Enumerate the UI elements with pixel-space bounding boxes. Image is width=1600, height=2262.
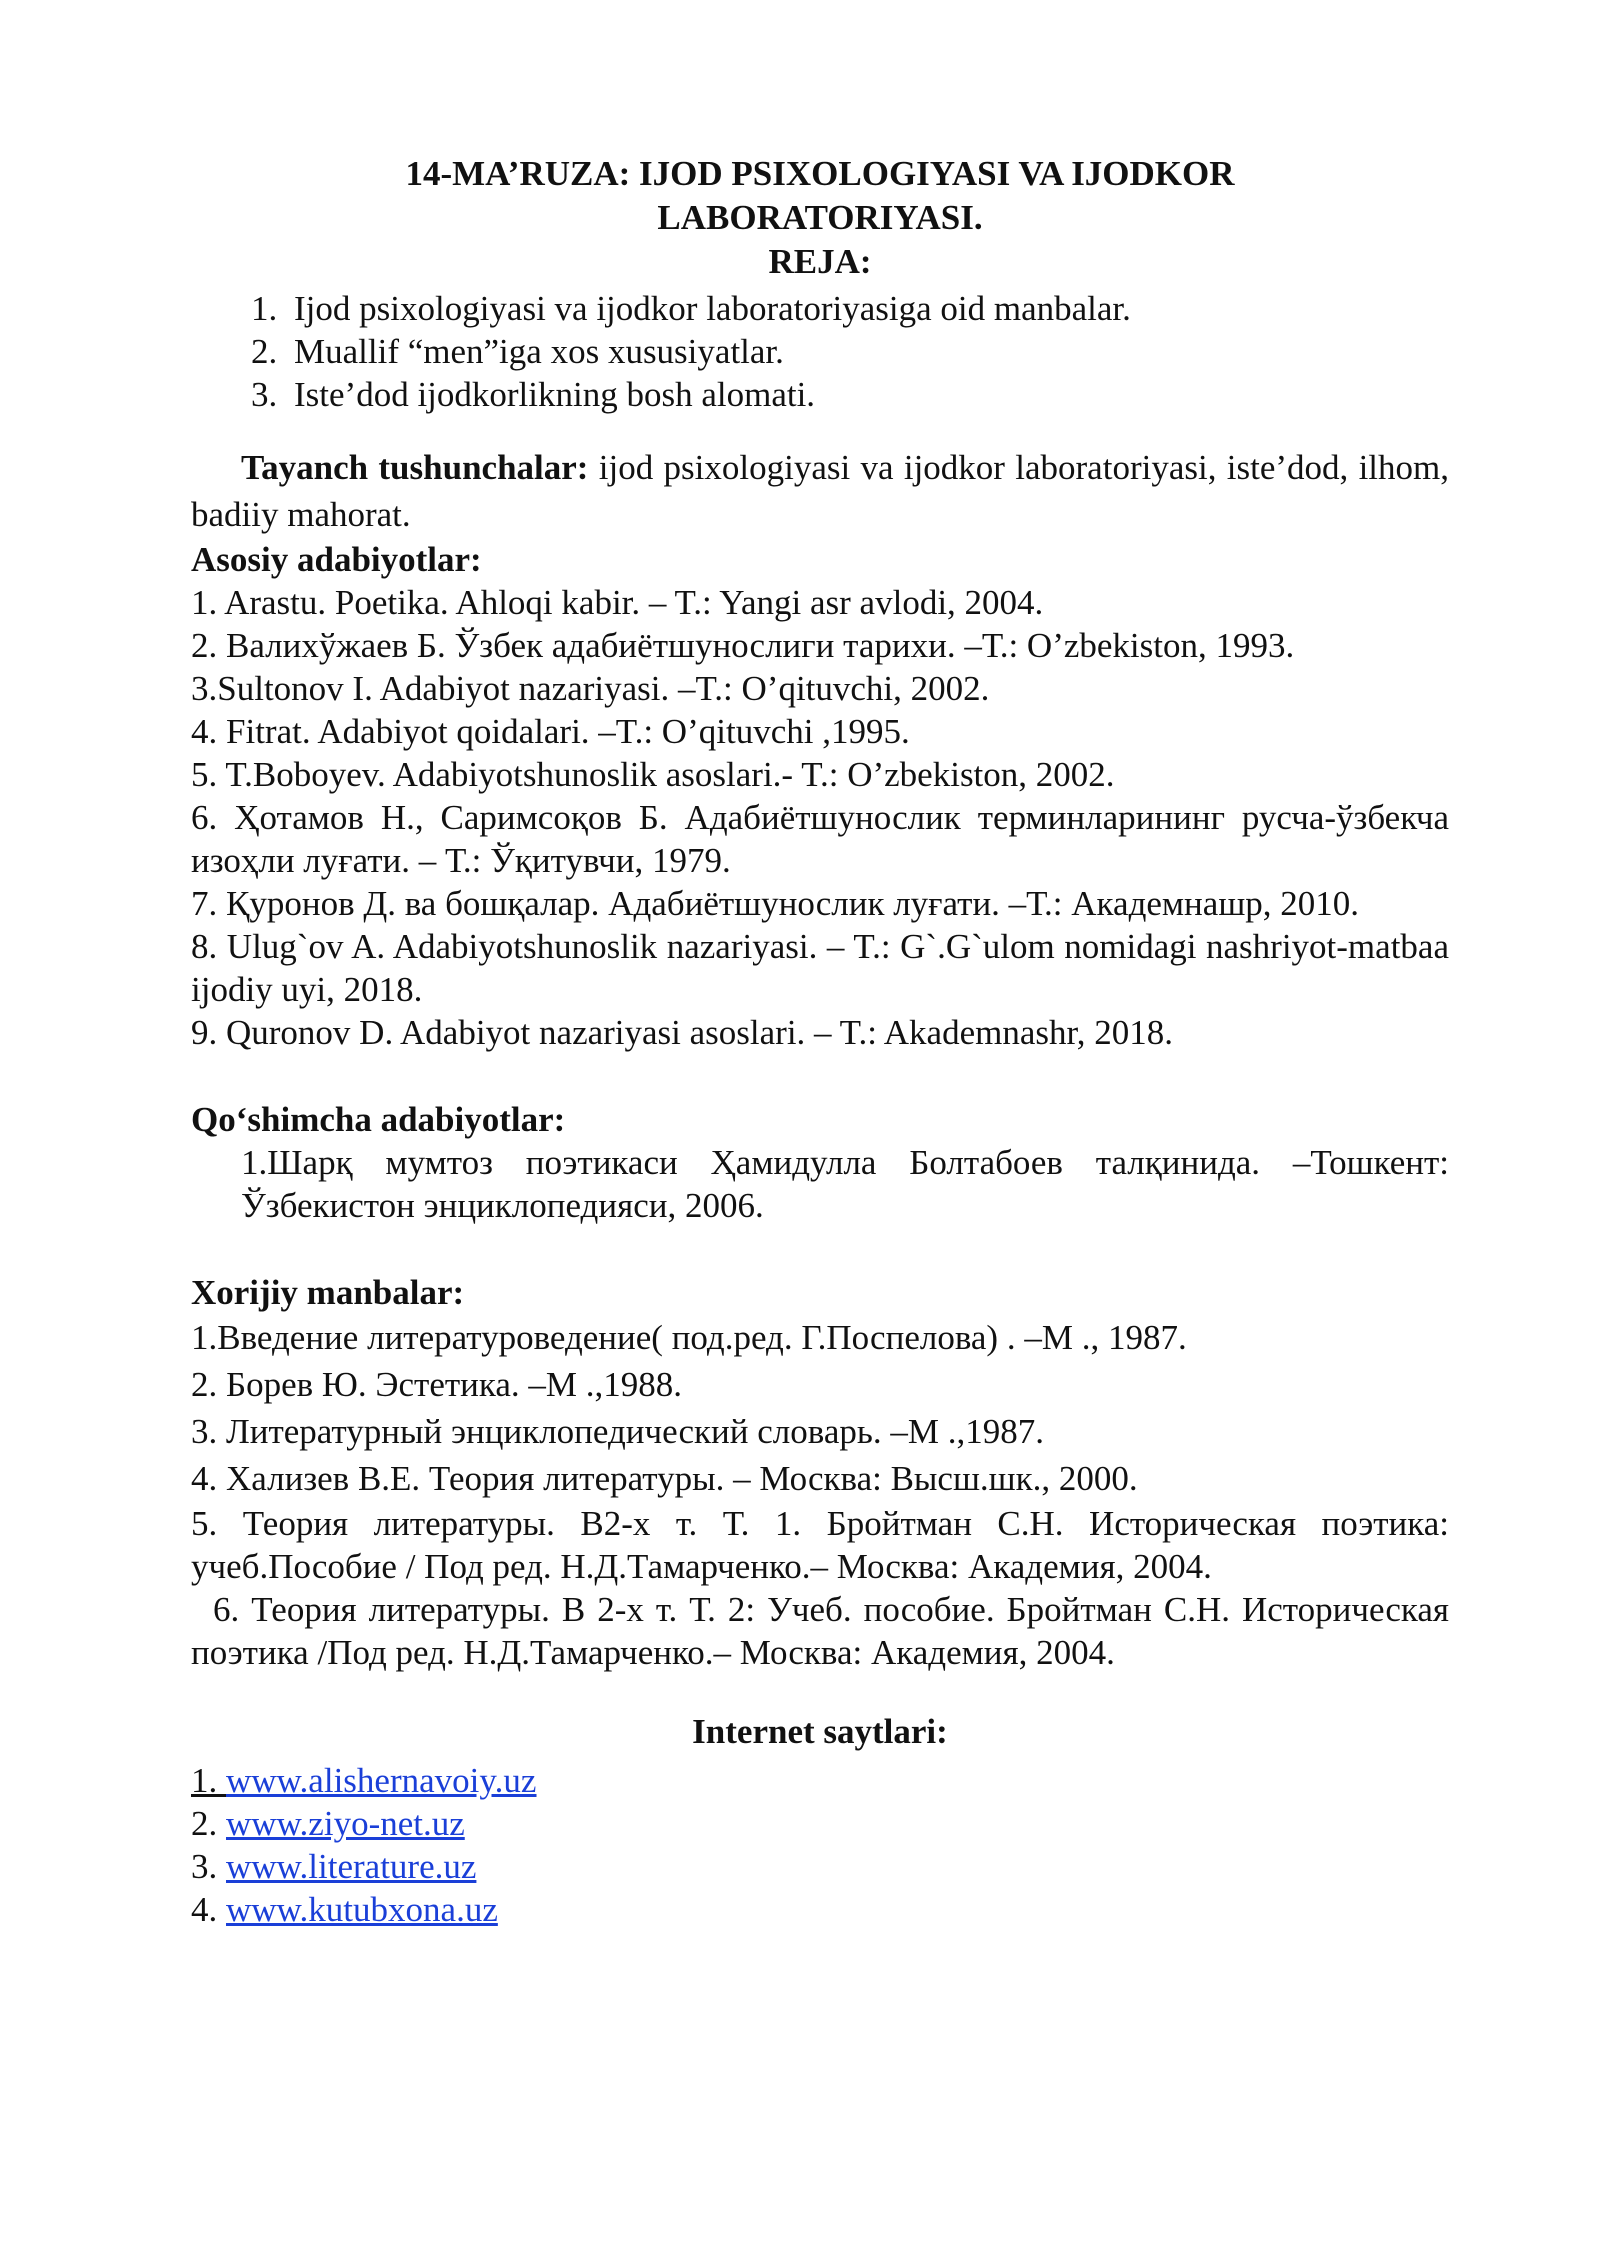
spacer	[191, 1054, 1449, 1098]
main-literature-item: 5. T.Boboyev. Adabiyotshunoslik asoslari.- T.: O’zbekiston, 2002.	[191, 755, 1115, 794]
main-literature-item: 1. Arastu. Poetika. Ahloqi kabir. – T.: Yangi asr avlodi, 2004.	[191, 583, 1044, 622]
plan-list	[191, 287, 1449, 416]
internet-site-number: 3.	[191, 1847, 226, 1886]
foreign-source-item: 1.Введение литературоведение( под.ред. Г.Поспелова) . –М ., 1987.	[191, 1318, 1187, 1357]
plan-item: 3. Iste’dod ijodkorlikning bosh alomati.	[286, 373, 1449, 416]
foreign-sources-heading: Xorijiy manbalar:	[191, 1273, 465, 1312]
lecture-title-line-1: 14-MA’RUZA: IJOD PSIXOLOGIYASI VA IJODKOR	[405, 154, 1235, 193]
main-literature-heading: Asosiy adabiyotlar:	[191, 540, 482, 579]
foreign-source-item: 6. Теория литературы. В 2-х т. Т. 2: Учеб. пособие. Бройтман С.Н. Историческая поэтика /Под ред. Н.Д.Тамарченко.– Москва: Академия, 2004.	[191, 1590, 1449, 1672]
plan-heading: REJA:	[768, 242, 872, 281]
main-literature-item: 9. Quronov D. Adabiyot nazariyasi asoslari. – T.: Akademnashr, 2018.	[191, 1013, 1173, 1052]
internet-site-link[interactable]: www.literature.uz	[226, 1847, 477, 1886]
foreign-source-item: 2. Борев Ю. Эстетика. –М .,1988.	[191, 1365, 683, 1404]
main-literature-item: 4. Fitrat. Adabiyot qoidalari. –T.: O’qituvchi ,1995.	[191, 712, 910, 751]
foreign-source-item: 3. Литературный энциклопедический словарь. –М .,1987.	[191, 1412, 1044, 1451]
lecture-title-line-2: LABORATORIYASI.	[657, 198, 983, 237]
internet-site-link[interactable]: www.kutubxona.uz	[226, 1890, 498, 1929]
internet-site-number: 2.	[191, 1804, 226, 1843]
main-literature-item: 6. Ҳотамов Н., Саримсоқов Б. Адабиётшунослик терминларининг русча-ўзбекча изоҳли луғати. – Т.: Ўқитувчи, 1979.	[191, 798, 1449, 880]
lecture-title	[191, 152, 1449, 240]
internet-sites-heading: Internet saytlari:	[692, 1712, 948, 1751]
internet-site-item	[191, 1845, 1449, 1888]
plan-item: 2. Muallif “men”iga xos xususiyatlar.	[286, 330, 1449, 373]
key-concepts-text: ijod psixologiyasi va ijodkor laboratoriyasi, iste’dod, ilhom, badiiy mahorat.	[191, 448, 1450, 534]
foreign-source-item: 4. Хализев В.Е. Теория литературы. – Москва: Высш.шк., 2000.	[191, 1459, 1138, 1498]
spacer	[191, 1227, 1449, 1271]
internet-site-link[interactable]: www.ziyo-net.uz	[226, 1804, 465, 1843]
main-literature-item: 7. Қуронов Д. ва бошқалар. Адабиётшунослик луғати. –Т.: Академнашр, 2010.	[191, 884, 1360, 923]
foreign-source-item: 5. Теория литературы. В2-х т. Т. 1. Бройтман С.Н. Историческая поэтика: учеб.Пособие / Под ред. Н.Д.Тамарченко.– Москва: Академия, 2004.	[191, 1504, 1449, 1586]
internet-site-item	[191, 1802, 1449, 1845]
foreign-sources-list	[191, 1314, 1449, 1674]
internet-site-number: 4.	[191, 1890, 226, 1929]
additional-literature-list	[191, 1141, 1449, 1227]
internet-sites-list	[191, 1759, 1449, 1931]
main-literature-item: 3.Sultonov I. Adabiyot nazariyasi. –T.: O’qituvchi, 2002.	[191, 669, 990, 708]
document-body	[191, 152, 1449, 1931]
additional-literature-item: 1.Шарқ мумтоз поэтикаси Ҳамидулла Болтабоев талқинида. –Тошкент: Ўзбекистон энциклопедияси, 2006.	[241, 1143, 1449, 1225]
internet-site-item	[191, 1888, 1449, 1931]
main-literature-list	[191, 581, 1449, 1054]
plan-item: 1. Ijod psixologiyasi va ijodkor laboratoriyasiga oid manbalar.	[286, 287, 1449, 330]
internet-site-number: 1.	[191, 1761, 226, 1800]
main-literature-item: 2. Валихўжаев Б. Ўзбек адабиётшунослиги тарихи. –Т.: O’zbekiston, 1993.	[191, 626, 1295, 665]
internet-site-item	[191, 1759, 1449, 1802]
main-literature-item: 8. Ulug`ov A. Adabiyotshunoslik nazariyasi. – T.: G`.G`ulom nomidagi nashriyot-matbaa ijodiy uyi, 2018.	[191, 927, 1449, 1009]
internet-site-link[interactable]: www.alishernavoiy.uz	[226, 1761, 537, 1800]
key-concepts-label: Tayanch tushunchalar:	[241, 448, 589, 487]
additional-literature-heading: Qo‘shimcha adabiyotlar:	[191, 1100, 566, 1139]
key-concepts	[191, 444, 1449, 538]
